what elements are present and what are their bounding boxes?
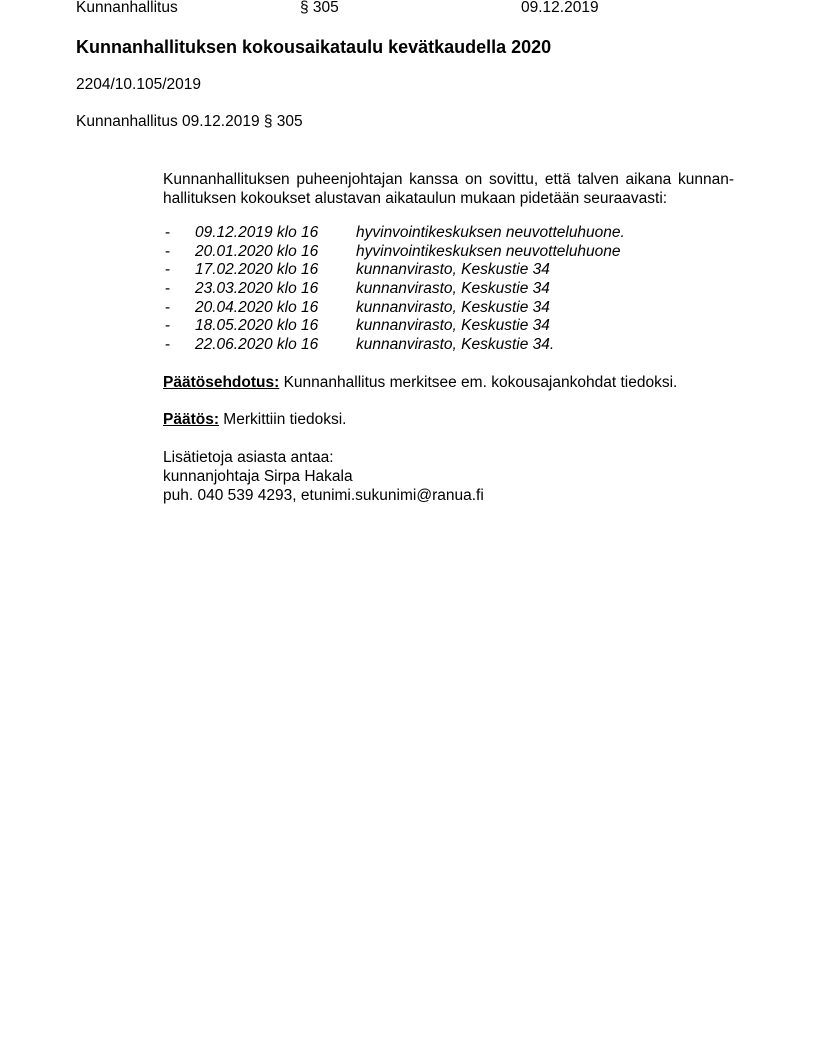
list-dash: -: [165, 280, 171, 298]
intro-paragraph: [163, 170, 734, 208]
intro-line-1: Kunnanhallituksen puheenjohtajan kanssa on sovittu, että talven aikana kunnan-: [163, 171, 734, 188]
diary-number: 2204/10.105/2019: [76, 76, 201, 93]
schedule-item: [163, 224, 743, 243]
schedule-datetime: 17.02.2020 klo 16: [195, 261, 319, 279]
list-dash: -: [165, 224, 171, 241]
list-dash: -: [165, 336, 171, 354]
list-dash: -: [165, 298, 171, 316]
intro-line-2: hallituksen kokoukset alustavan aikataulun mukaan pidetään seuraavasti:: [163, 190, 668, 207]
document-title: Kunnanhallituksen kokousaikataulu kevätkaudella 2020: [76, 37, 552, 57]
schedule-datetime: 20.04.2020 klo 16: [195, 298, 319, 316]
list-dash: -: [165, 261, 171, 279]
schedule-datetime: 09.12.2019 klo 16: [195, 224, 319, 241]
decision-text: Merkittiin tiedoksi.: [219, 411, 347, 428]
schedule-item: [163, 243, 743, 262]
schedule-location: hyvinvointikeskuksen neuvotteluhuone.: [356, 224, 625, 241]
contact-intro: Lisätietoja asiasta antaa:: [163, 449, 334, 466]
header-body-name: Kunnanhallitus: [76, 0, 178, 16]
schedule-item: [163, 261, 743, 280]
decision-proposal: [163, 374, 677, 392]
header-date: 09.12.2019: [521, 0, 599, 16]
schedule-datetime: 22.06.2020 klo 16: [195, 336, 319, 354]
schedule-location: kunnanvirasto, Keskustie 34: [356, 317, 550, 335]
schedule-datetime: 18.05.2020 klo 16: [195, 317, 319, 335]
schedule-location: hyvinvointikeskuksen neuvotteluhuone: [356, 242, 621, 260]
contact-phone-email: puh. 040 539 4293, etunimi.sukunimi@ranua.fi: [163, 487, 484, 504]
proposal-text: Kunnanhallitus merkitsee em. kokousajankohdat tiedoksi.: [279, 374, 678, 391]
schedule-location: kunnanvirasto, Keskustie 34: [356, 298, 550, 316]
schedule-datetime: 23.03.2020 klo 16: [195, 280, 319, 298]
meeting-reference: Kunnanhallitus 09.12.2019 § 305: [76, 113, 303, 130]
proposal-label: Päätösehdotus:: [163, 374, 280, 391]
schedule-item: [163, 336, 743, 355]
contact-info: [163, 448, 484, 505]
schedule-item: [163, 280, 743, 299]
list-dash: -: [165, 317, 171, 335]
schedule-item: [163, 317, 743, 336]
list-dash: -: [165, 242, 171, 260]
schedule-datetime: 20.01.2020 klo 16: [195, 242, 319, 260]
decision-label: Päätös:: [163, 411, 219, 428]
schedule-location: kunnanvirasto, Keskustie 34: [356, 261, 550, 279]
decision: [163, 411, 346, 429]
meeting-schedule-list: [163, 224, 743, 355]
contact-person: kunnanjohtaja Sirpa Hakala: [163, 468, 353, 485]
header-section-number: § 305: [300, 0, 339, 16]
schedule-location: kunnanvirasto, Keskustie 34.: [356, 336, 555, 354]
schedule-item: [163, 299, 743, 318]
schedule-location: kunnanvirasto, Keskustie 34: [356, 280, 550, 298]
